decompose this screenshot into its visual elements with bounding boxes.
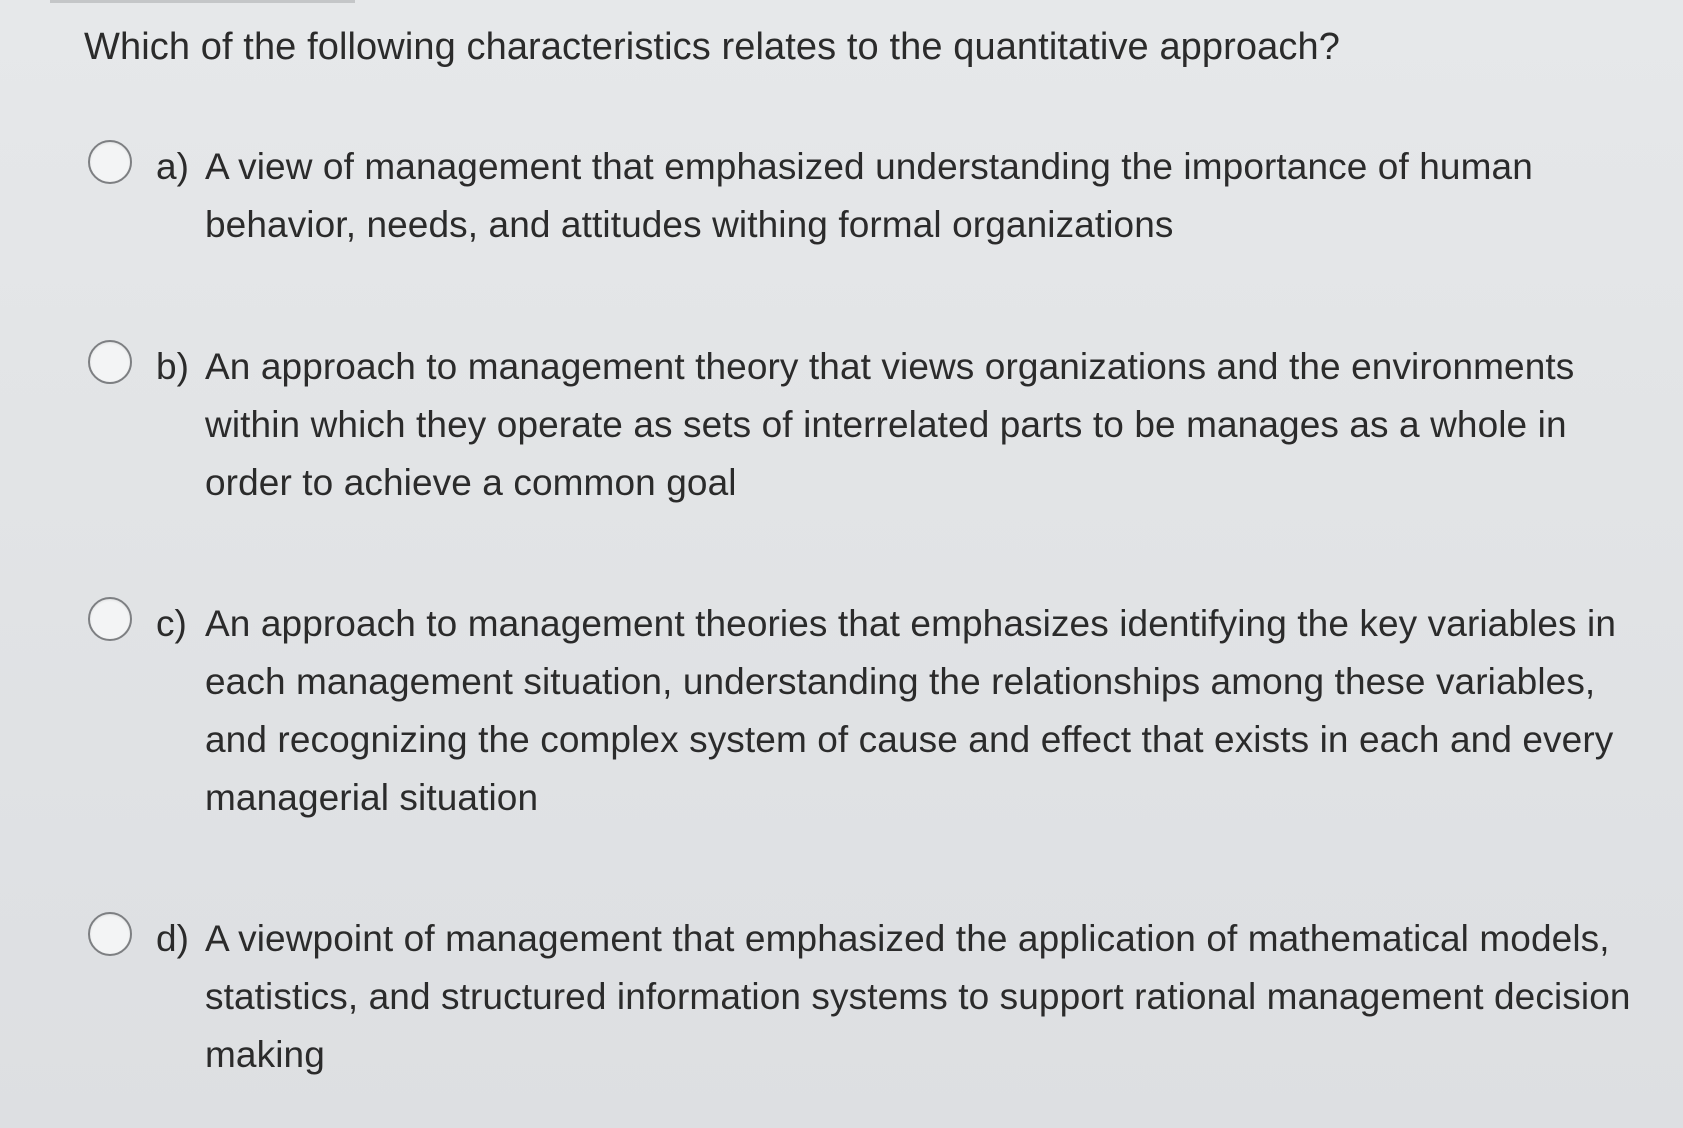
option-text: A view of management that emphasized understanding the importance of human behavior, needs, and attitudes withing formal organizations <box>205 146 1533 245</box>
radio-button-b[interactable] <box>88 340 132 384</box>
option-letter: b) <box>156 346 189 387</box>
question-title: Which of the following characteristics relates to the quantitative approach? <box>84 26 1340 68</box>
option-letter: d) <box>156 918 189 959</box>
radio-button-d[interactable] <box>88 912 132 956</box>
top-divider <box>50 0 355 3</box>
option-text: A viewpoint of management that emphasized the application of mathematical models, statistics, and structured information systems to support rational management decision making <box>205 918 1631 1075</box>
radio-button-c[interactable] <box>88 597 132 641</box>
option-letter: c) <box>156 603 187 644</box>
option-text: An approach to management theory that views organizations and the environments within which they operate as sets of interrelated parts to be manages as a whole in order to achieve a common goal <box>205 346 1575 503</box>
option-text: An approach to management theories that emphasizes identifying the key variables in each management situation, understanding the relationships among these variables, and recognizing the complex system of cause and effect that exists in each and every managerial situation <box>205 603 1617 818</box>
radio-button-a[interactable] <box>88 140 132 184</box>
option-letter: a) <box>156 146 189 187</box>
